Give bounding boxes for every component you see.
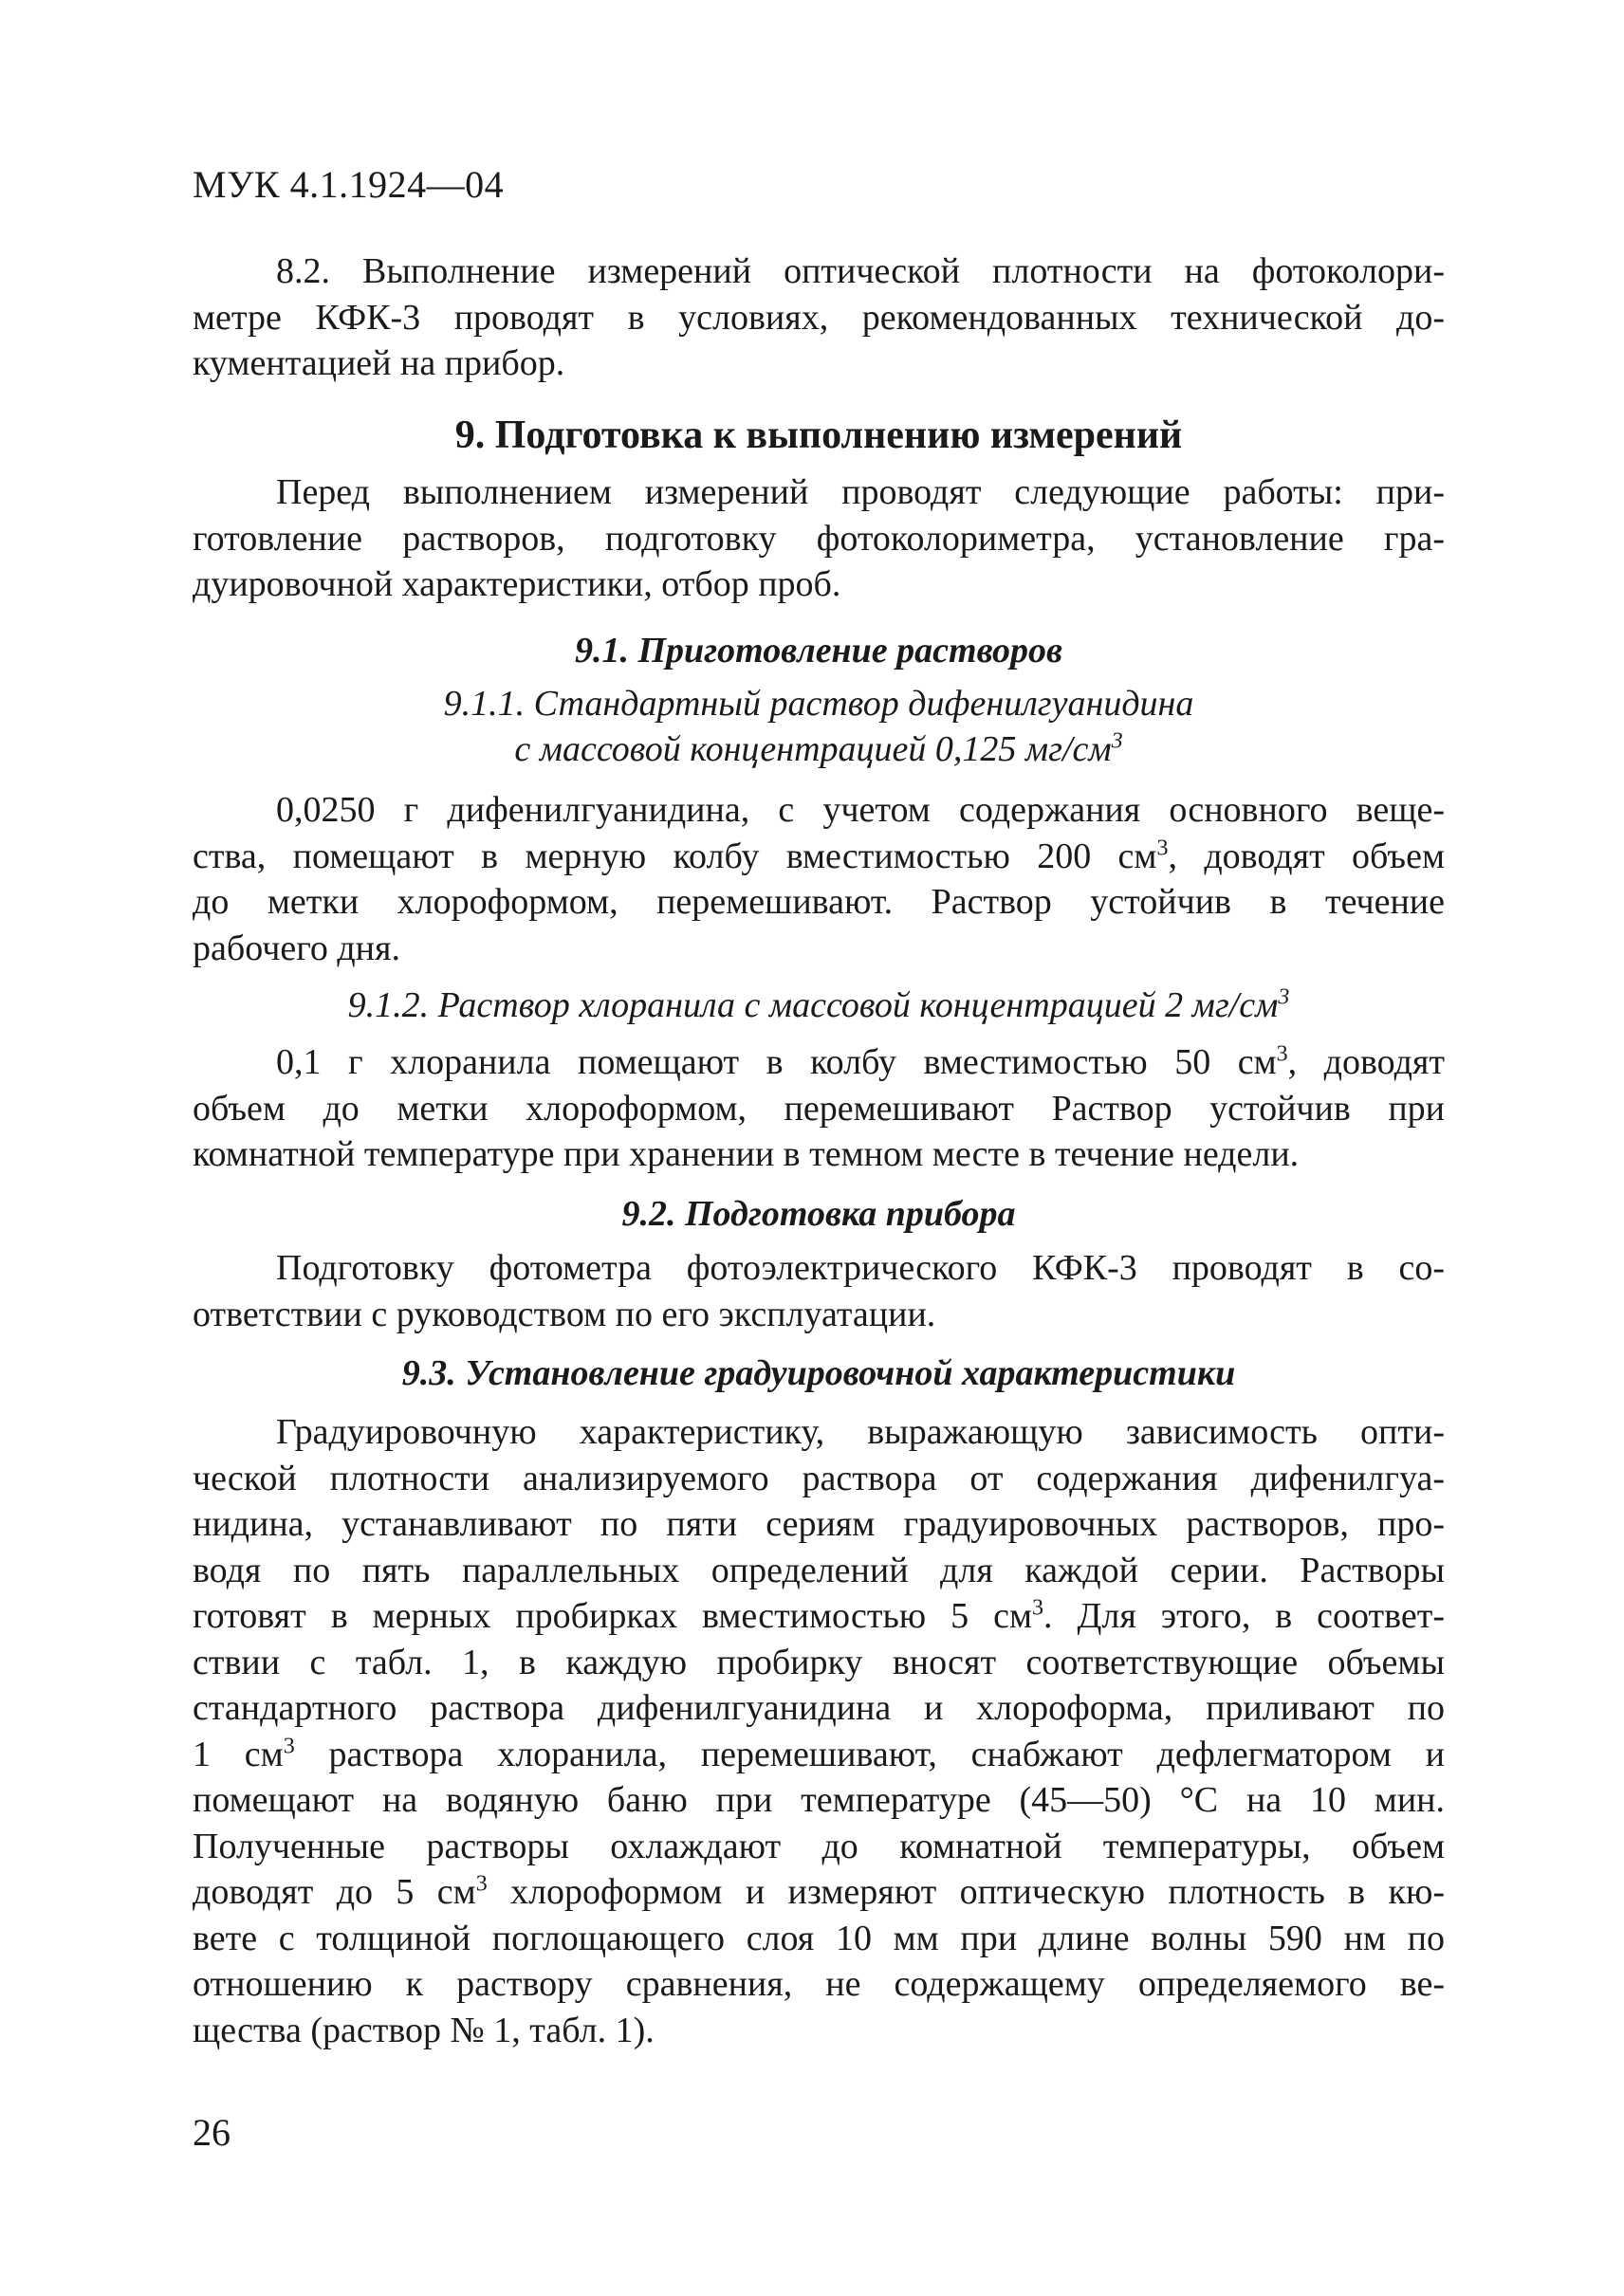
heading-text: 9.1.2. Раствор хлоранила с массовой концентрацией 2 мг/см	[347, 985, 1279, 1025]
text-line: стандартного раствора дифенилгуанидина и хлороформа, приливают по	[193, 1688, 1445, 1728]
superscript: 3	[1032, 1595, 1044, 1621]
heading-text: с массовой концентрацией 0,125 мг/см	[514, 729, 1112, 769]
text-line: ствии с табл. 1, в каждую пробирку вносят соответствующие объемы	[193, 1642, 1445, 1682]
text-line: кументацией на прибор.	[193, 343, 565, 383]
text-segment: 0,1 г хлоранила помещают в колбу вместимостью 50 см	[276, 1042, 1277, 1082]
text-line: помещают на водяную баню при температуре (45—50) °С на 10 мин.	[193, 1780, 1445, 1820]
section-8-2-paragraph	[193, 248, 1445, 387]
text-segment: хлороформом и измеряют оптическую плотность в кю-	[487, 1872, 1446, 1912]
text-line: комнатной температуре при хранении в темном месте в течение недели.	[193, 1134, 1300, 1174]
text-line: объем до метки хлороформом, перемешивают Раствор устойчив при	[193, 1088, 1445, 1129]
text-segment: раствора хлоранила, перемешивают, снабжают дефлегматором и	[294, 1734, 1445, 1774]
text-line: дуировочной характеристики, отбор проб.	[193, 564, 841, 604]
section-9-2-heading: 9.2. Подготовка прибора	[621, 1194, 1016, 1234]
text-line: 8.2. Выполнение измерений оптической плотности на фотоколори-	[276, 251, 1445, 291]
text-line	[193, 1732, 1445, 1778]
text-line	[193, 834, 1445, 880]
superscript: 3	[475, 1871, 488, 1897]
text-line: щества (раствор № 1, табл. 1).	[193, 2010, 655, 2050]
section-9-2-paragraph	[193, 1245, 1445, 1337]
text-line: ответствии с руководством по его эксплуатации.	[193, 1294, 936, 1334]
section-9-1-1-heading-line1: 9.1.1. Стандартный раствор дифенилгуанидина	[443, 684, 1194, 724]
text-segment: готовят в мерных пробирках вместимостью 5 см	[193, 1596, 1033, 1636]
text-line	[193, 1869, 1445, 1916]
text-segment: доводят до 5 см	[193, 1872, 476, 1912]
text-line: рабочего дня.	[193, 928, 400, 968]
text-line: метре КФК-3 проводят в условиях, рекомендованных технической до-	[193, 297, 1445, 338]
section-9-paragraph	[193, 469, 1445, 608]
text-segment: . Для этого, в соответ-	[1043, 1596, 1445, 1636]
section-9-1-heading: 9.1. Приготовление растворов	[574, 631, 1063, 670]
text-line: до метки хлороформом, перемешивают. Раствор устойчив в течение	[193, 882, 1445, 922]
section-9-3-paragraph	[193, 1409, 1445, 2053]
text-segment: , доводят объем	[1168, 836, 1445, 876]
text-line: вете с толщиной поглощающего слоя 10 мм при длине волны 590 нм по	[193, 1918, 1445, 1958]
text-line: нидина, устанавливают по пяти сериям градуировочных растворов, про-	[193, 1504, 1445, 1544]
superscript: 3	[283, 1733, 295, 1758]
superscript: 3	[1276, 1041, 1288, 1067]
section-9-1-2-paragraph	[193, 1039, 1445, 1178]
superscript: 3	[1278, 984, 1290, 1010]
text-line	[193, 1039, 1445, 1086]
section-9-1-1-paragraph	[193, 787, 1445, 971]
text-segment: 1 см	[193, 1734, 284, 1774]
text-line: отношению к раствору сравнения, не содержащему определяемого ве-	[193, 1964, 1445, 2004]
section-9-1-2-heading	[193, 983, 1445, 1028]
section-9-1-1-heading-line2	[193, 726, 1445, 772]
text-line: ческой плотности анализируемого раствора от содержания дифенилгуа-	[193, 1458, 1445, 1498]
text-line: Градуировочную характеристику, выражающую зависимость опти-	[276, 1412, 1445, 1452]
document-code: МУК 4.1.1924—04	[193, 163, 505, 206]
superscript: 3	[1111, 728, 1123, 754]
text-line	[193, 1593, 1445, 1640]
text-line: Подготовку фотометра фотоэлектрического КФК-3 проводят в со-	[276, 1248, 1445, 1288]
text-line: Полученные растворы охлаждают до комнатной температуры, объем	[193, 1826, 1445, 1866]
superscript: 3	[1156, 835, 1169, 860]
text-segment: ства, помещают в мерную колбу вместимостью 200 см	[193, 836, 1157, 876]
page-number: 26	[193, 2111, 231, 2154]
text-line: водя по пять параллельных определений для каждой серии. Растворы	[193, 1550, 1445, 1590]
section-9-heading: 9. Подготовка к выполнению измерений	[454, 413, 1183, 457]
text-line: готовление растворов, подготовку фотоколориметра, установление гра-	[193, 518, 1445, 559]
text-segment: , доводят	[1287, 1042, 1445, 1082]
text-line: 0,0250 г дифенилгуанидина, с учетом содержания основного веще-	[276, 790, 1445, 830]
text-line: Перед выполнением измерений проводят следующие работы: при-	[276, 472, 1445, 512]
section-9-3-heading: 9.3. Установление градуировочной характеристики	[401, 1353, 1236, 1393]
